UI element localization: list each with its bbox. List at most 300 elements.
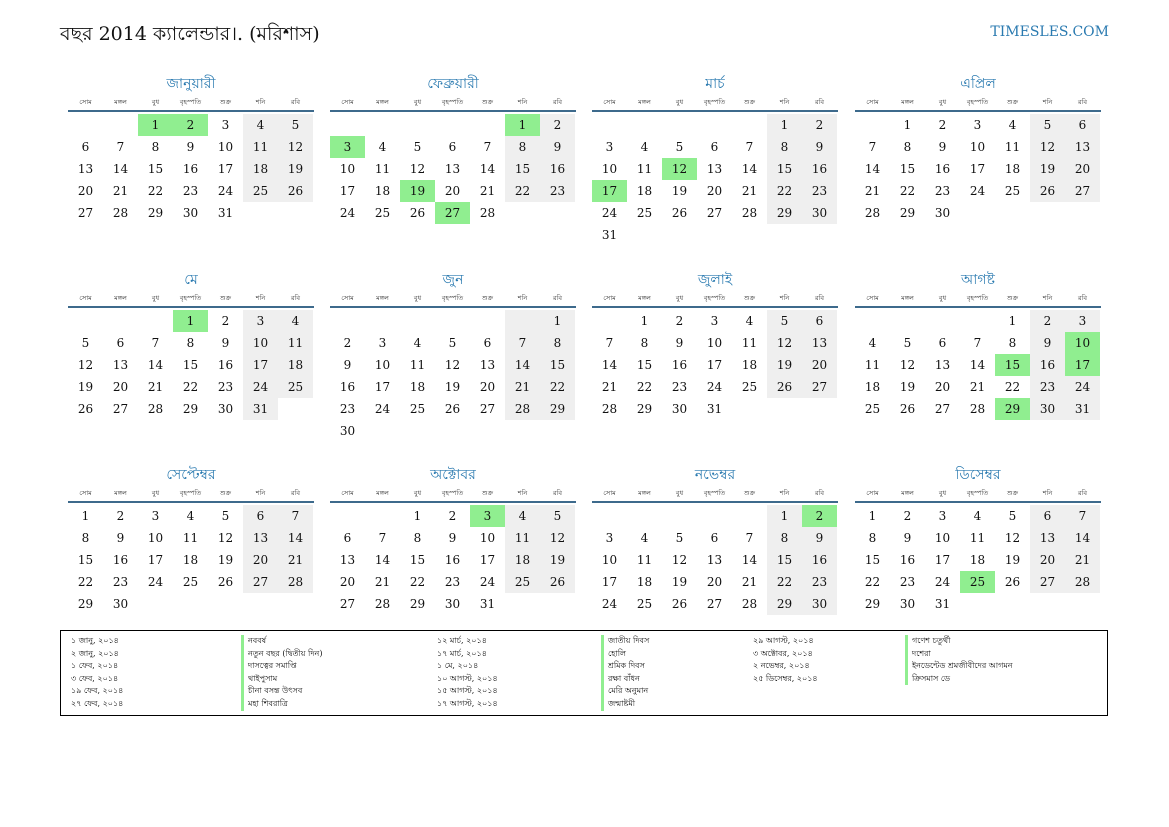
weekday-label: রবি — [814, 489, 825, 497]
day-cell: 10 — [969, 140, 986, 154]
empty-cell — [103, 310, 138, 332]
day-cell: 27 — [77, 206, 94, 220]
day-cell: 12 — [662, 158, 697, 180]
day-cell: 1 — [767, 114, 802, 136]
day-cell: 21 — [1065, 549, 1100, 571]
empty-cell — [855, 310, 890, 332]
week-row — [855, 593, 1101, 615]
week-row — [855, 571, 1101, 593]
week-row — [68, 398, 314, 420]
weekday-label: মঙ্গল — [114, 489, 127, 497]
holiday-name: গণেশ চতুর্থী — [905, 635, 1013, 648]
day-cell: 16 — [934, 162, 951, 176]
day-cell: 29 — [540, 398, 575, 420]
weekday-header — [68, 291, 314, 308]
day-cell: 17 — [592, 180, 627, 202]
day-cell: 11 — [636, 162, 653, 176]
day-cell: 16 — [339, 380, 356, 394]
day-cell: 10 — [934, 531, 951, 545]
empty-cell — [697, 114, 732, 136]
day-cell: 26 — [409, 206, 426, 220]
day-cell: 10 — [601, 553, 618, 567]
day-cell: 9 — [675, 336, 684, 350]
day-cell: 3 — [938, 509, 947, 523]
empty-cell — [540, 593, 575, 615]
holiday-name-column — [905, 635, 1013, 685]
day-cell: 9 — [1030, 332, 1065, 354]
day-cell: 30 — [802, 202, 837, 224]
day-cell: 22 — [1004, 380, 1021, 394]
week-row — [330, 180, 576, 202]
empty-cell — [330, 505, 365, 527]
week-row — [68, 505, 314, 527]
empty-cell — [1065, 202, 1100, 224]
weekday-label: শনি — [255, 98, 266, 106]
day-cell: 13 — [1065, 136, 1100, 158]
day-cell: 13 — [706, 162, 723, 176]
day-cell: 26 — [767, 376, 802, 398]
empty-cell — [732, 114, 767, 136]
weekday-label: সোম — [603, 98, 616, 106]
day-cell: 30 — [802, 593, 837, 615]
weekday-label: মঙ্গল — [901, 489, 914, 497]
day-cell: 14 — [601, 358, 618, 372]
day-cell: 11 — [505, 527, 540, 549]
day-cell: 15 — [505, 158, 540, 180]
day-cell: 2 — [221, 314, 230, 328]
weekday-label: শনি — [1042, 98, 1053, 106]
weekday-label: বুধ — [151, 98, 160, 106]
day-cell: 6 — [483, 336, 492, 350]
day-cell: 29 — [636, 402, 653, 416]
week-row — [592, 398, 838, 420]
holiday-date-column — [753, 635, 818, 685]
day-cell: 2 — [540, 114, 575, 136]
day-cell: 18 — [636, 575, 653, 589]
empty-cell — [802, 398, 837, 420]
weekday-label: শনি — [779, 98, 790, 106]
day-cell: 15 — [767, 158, 802, 180]
day-cell: 12 — [444, 358, 461, 372]
day-cell: 10 — [243, 332, 278, 354]
week-row — [592, 310, 838, 332]
day-cell: 4 — [243, 114, 278, 136]
weekday-label: শনি — [1042, 489, 1053, 497]
day-cell: 18 — [409, 380, 426, 394]
empty-cell — [1030, 202, 1065, 224]
day-cell: 9 — [802, 136, 837, 158]
holiday-name: মেরি অনুমান — [601, 685, 649, 698]
week-row — [855, 136, 1101, 158]
day-cell: 10 — [147, 531, 164, 545]
day-cell: 21 — [112, 184, 129, 198]
weekday-label: সোম — [341, 294, 354, 302]
day-cell: 31 — [934, 597, 951, 611]
day-cell: 9 — [938, 140, 947, 154]
empty-cell — [138, 593, 173, 615]
week-row — [330, 310, 576, 332]
day-cell: 6 — [710, 140, 719, 154]
day-cell: 19 — [217, 553, 234, 567]
day-cell: 24 — [601, 597, 618, 611]
day-cell: 19 — [671, 575, 688, 589]
day-cell: 19 — [671, 184, 688, 198]
day-cell: 11 — [409, 358, 426, 372]
day-cell: 9 — [221, 336, 230, 350]
empty-cell — [470, 310, 505, 332]
day-cell: 24 — [243, 376, 278, 398]
weekday-label: শুক্র — [743, 98, 756, 106]
week-row — [68, 158, 314, 180]
day-cell: 7 — [116, 140, 125, 154]
holiday-name: মহা শিবরাত্রি — [241, 698, 322, 711]
day-cell: 7 — [278, 505, 313, 527]
empty-cell — [592, 505, 627, 527]
day-cell: 20 — [77, 184, 94, 198]
holiday-date: ২৯ আগস্ট, ২০১৪ — [753, 636, 814, 645]
holiday-name: রক্ষা বাঁধন — [601, 673, 649, 686]
day-cell: 7 — [378, 531, 387, 545]
day-cell: 2 — [903, 509, 912, 523]
day-cell: 17 — [934, 553, 951, 567]
day-cell: 1 — [640, 314, 649, 328]
day-cell: 15 — [409, 553, 426, 567]
weekday-label: বৃহস্পতি — [179, 489, 202, 497]
day-cell: 10 — [217, 140, 234, 154]
weekday-label: মঙ্গল — [114, 98, 127, 106]
weekday-label: মঙ্গল — [901, 294, 914, 302]
day-cell: 16 — [112, 553, 129, 567]
day-cell: 13 — [706, 553, 723, 567]
day-cell: 5 — [767, 310, 802, 332]
day-cell: 23 — [1030, 376, 1065, 398]
month-name: সেপ্টেম্বর — [166, 467, 216, 483]
day-cell: 9 — [116, 531, 125, 545]
empty-cell — [365, 420, 400, 442]
day-cell: 30 — [1030, 398, 1065, 420]
day-cell: 26 — [278, 180, 313, 202]
day-cell: 21 — [505, 376, 540, 398]
week-row — [855, 505, 1101, 527]
week-row — [855, 310, 1101, 332]
day-cell: 15 — [636, 358, 653, 372]
day-cell: 8 — [413, 531, 422, 545]
week-row — [855, 354, 1101, 376]
empty-cell — [540, 420, 575, 442]
empty-cell — [592, 310, 627, 332]
day-cell: 17 — [147, 553, 164, 567]
empty-cell — [855, 114, 890, 136]
week-row — [855, 398, 1101, 420]
day-cell: 28 — [147, 402, 164, 416]
week-row — [68, 310, 314, 332]
day-cell: 2 — [448, 509, 457, 523]
day-cell: 6 — [243, 505, 278, 527]
day-cell: 8 — [868, 531, 877, 545]
empty-cell — [960, 202, 995, 224]
month-block — [592, 464, 838, 615]
day-cell: 28 — [112, 206, 129, 220]
holiday-date: ১ জানু, ২০১৪ — [71, 636, 119, 645]
holiday-name: শ্রমিক দিবস — [601, 660, 649, 673]
weekday-label: শনি — [255, 294, 266, 302]
day-cell: 30 — [671, 402, 688, 416]
day-cell: 7 — [505, 332, 540, 354]
empty-cell — [173, 593, 208, 615]
day-cell: 27 — [339, 597, 356, 611]
holiday-date-column — [71, 635, 123, 711]
day-cell: 25 — [864, 402, 881, 416]
day-cell: 3 — [221, 118, 230, 132]
day-cell: 24 — [934, 575, 951, 589]
week-row — [330, 114, 576, 136]
month-name: মার্চ — [705, 76, 725, 92]
empty-cell — [400, 310, 435, 332]
day-cell: 6 — [116, 336, 125, 350]
day-cell: 11 — [864, 358, 881, 372]
weekday-label: সোম — [341, 489, 354, 497]
day-cell: 24 — [374, 402, 391, 416]
weekday-label: শুক্র — [743, 489, 756, 497]
day-cell: 20 — [706, 575, 723, 589]
day-cell: 26 — [540, 571, 575, 593]
week-row — [68, 527, 314, 549]
day-cell: 27 — [243, 571, 278, 593]
day-cell: 26 — [1004, 575, 1021, 589]
day-cell: 27 — [479, 402, 496, 416]
day-cell: 3 — [330, 136, 365, 158]
day-cell: 20 — [112, 380, 129, 394]
day-cell: 6 — [938, 336, 947, 350]
weekday-label: বুধ — [413, 489, 422, 497]
day-cell: 11 — [278, 332, 313, 354]
day-cell: 10 — [339, 162, 356, 176]
site-link[interactable]: TIMESLES.COM — [990, 24, 1109, 40]
day-cell: 23 — [802, 180, 837, 202]
week-row — [855, 114, 1101, 136]
weekday-label: রবি — [552, 489, 563, 497]
day-cell: 22 — [540, 376, 575, 398]
day-cell: 13 — [934, 358, 951, 372]
weekday-label: শুক্র — [481, 294, 494, 302]
day-cell: 14 — [864, 162, 881, 176]
empty-cell — [767, 224, 802, 246]
holiday-date: ২৭ ফেব, ২০১৪ — [71, 698, 124, 708]
empty-cell — [278, 202, 313, 224]
weekday-label: রবি — [814, 294, 825, 302]
holiday-date: ১৭ আগস্ট, ২০১৪ — [437, 698, 498, 708]
day-cell: 25 — [1004, 184, 1021, 198]
day-cell: 6 — [1065, 114, 1100, 136]
day-cell: 20 — [802, 354, 837, 376]
week-row — [330, 571, 576, 593]
weekday-label: সোম — [603, 294, 616, 302]
empty-cell — [505, 593, 540, 615]
week-row — [592, 354, 838, 376]
weekday-label: শুক্র — [219, 294, 232, 302]
day-cell: 22 — [409, 575, 426, 589]
day-cell: 28 — [741, 597, 758, 611]
day-cell: 16 — [444, 553, 461, 567]
day-cell: 3 — [605, 531, 614, 545]
day-cell: 12 — [278, 136, 313, 158]
day-cell: 21 — [278, 549, 313, 571]
weekday-label: রবি — [1077, 98, 1088, 106]
day-cell: 18 — [636, 184, 653, 198]
day-cell: 26 — [671, 597, 688, 611]
holiday-date: ১০ আগস্ট, ২০১৪ — [437, 673, 498, 683]
weekday-label: মঙ্গল — [901, 98, 914, 106]
holiday-list — [60, 630, 1108, 716]
day-cell: 9 — [903, 531, 912, 545]
weekday-label: বৃহস্পতি — [179, 98, 202, 106]
day-cell: 17 — [374, 380, 391, 394]
day-cell: 5 — [540, 505, 575, 527]
day-cell: 17 — [969, 162, 986, 176]
weekday-header — [68, 486, 314, 503]
day-cell: 29 — [767, 593, 802, 615]
week-row — [68, 202, 314, 224]
month-block — [855, 464, 1101, 615]
week-row — [855, 180, 1101, 202]
weekday-header — [855, 291, 1101, 308]
holiday-date: ১২ মার্চ, ২০১৪ — [437, 636, 487, 645]
empty-cell — [732, 505, 767, 527]
day-cell: 25 — [636, 597, 653, 611]
holiday-name: নববর্ষ — [241, 635, 322, 648]
day-cell: 31 — [217, 206, 234, 220]
month-block — [592, 269, 838, 420]
empty-cell — [627, 224, 662, 246]
empty-cell — [732, 398, 767, 420]
day-cell: 9 — [343, 358, 352, 372]
day-cell: 17 — [339, 184, 356, 198]
empty-cell — [68, 310, 103, 332]
day-cell: 4 — [640, 140, 649, 154]
week-row — [68, 180, 314, 202]
day-cell: 22 — [636, 380, 653, 394]
day-cell: 19 — [540, 549, 575, 571]
day-cell: 19 — [1004, 553, 1021, 567]
month-name: জানুয়ারী — [166, 76, 216, 92]
day-cell: 1 — [540, 310, 575, 332]
day-cell: 21 — [147, 380, 164, 394]
day-cell: 26 — [444, 402, 461, 416]
day-cell: 5 — [413, 140, 422, 154]
weekday-label: বুধ — [151, 294, 160, 302]
day-cell: 27 — [435, 202, 470, 224]
week-row — [330, 158, 576, 180]
day-cell: 9 — [802, 527, 837, 549]
day-cell: 16 — [802, 158, 837, 180]
weekday-label: সোম — [79, 489, 92, 497]
day-cell: 17 — [479, 553, 496, 567]
day-cell: 18 — [741, 358, 758, 372]
empty-cell — [505, 310, 540, 332]
week-row — [68, 376, 314, 398]
day-cell: 6 — [710, 531, 719, 545]
day-cell: 30 — [444, 597, 461, 611]
week-row — [330, 354, 576, 376]
day-cell: 2 — [675, 314, 684, 328]
weekday-header — [592, 486, 838, 503]
day-cell: 29 — [864, 597, 881, 611]
empty-cell — [995, 202, 1030, 224]
day-cell: 2 — [1030, 310, 1065, 332]
day-cell: 9 — [540, 136, 575, 158]
day-cell: 23 — [444, 575, 461, 589]
day-cell: 24 — [147, 575, 164, 589]
day-cell: 15 — [995, 354, 1030, 376]
day-cell: 4 — [378, 140, 387, 154]
day-cell: 17 — [706, 358, 723, 372]
day-cell: 22 — [767, 180, 802, 202]
day-cell: 19 — [899, 380, 916, 394]
day-cell: 29 — [899, 206, 916, 220]
empty-cell — [278, 593, 313, 615]
weekday-label: শুক্র — [481, 489, 494, 497]
weekday-label: বৃহস্পতি — [966, 489, 989, 497]
day-cell: 21 — [864, 184, 881, 198]
day-cell: 17 — [601, 575, 618, 589]
month-block — [592, 73, 838, 246]
week-row — [330, 420, 576, 442]
day-cell: 18 — [969, 553, 986, 567]
day-cell: 4 — [413, 336, 422, 350]
day-cell: 6 — [1030, 505, 1065, 527]
holiday-date-column — [437, 635, 498, 711]
weekday-header — [855, 95, 1101, 112]
empty-cell — [540, 202, 575, 224]
day-cell: 14 — [1065, 527, 1100, 549]
day-cell: 20 — [934, 380, 951, 394]
day-cell: 12 — [217, 531, 234, 545]
weekday-label: শনি — [779, 489, 790, 497]
day-cell: 29 — [409, 597, 426, 611]
day-cell: 30 — [182, 206, 199, 220]
weekday-label: রবি — [1077, 294, 1088, 302]
week-row — [68, 549, 314, 571]
day-cell: 28 — [374, 597, 391, 611]
day-cell: 19 — [77, 380, 94, 394]
weekday-label: শুক্র — [1006, 98, 1019, 106]
week-row — [592, 549, 838, 571]
day-cell: 19 — [1030, 158, 1065, 180]
day-cell: 12 — [409, 162, 426, 176]
day-cell: 22 — [505, 180, 540, 202]
weekday-label: বুধ — [938, 294, 947, 302]
day-cell: 18 — [182, 553, 199, 567]
week-row — [855, 527, 1101, 549]
week-row — [592, 202, 838, 224]
day-cell: 8 — [903, 140, 912, 154]
day-cell: 9 — [186, 140, 195, 154]
weekday-label: রবি — [290, 98, 301, 106]
day-cell: 21 — [374, 575, 391, 589]
day-cell: 10 — [1065, 332, 1100, 354]
day-cell: 5 — [675, 531, 684, 545]
week-row — [592, 158, 838, 180]
holiday-date: ২ জানু, ২০১৪ — [71, 648, 119, 658]
empty-cell — [925, 310, 960, 332]
day-cell: 6 — [81, 140, 90, 154]
weekday-label: মঙ্গল — [376, 98, 389, 106]
day-cell: 4 — [1008, 118, 1017, 132]
day-cell: 1 — [868, 509, 877, 523]
month-block — [330, 73, 576, 224]
day-cell: 19 — [400, 180, 435, 202]
weekday-header — [592, 291, 838, 308]
